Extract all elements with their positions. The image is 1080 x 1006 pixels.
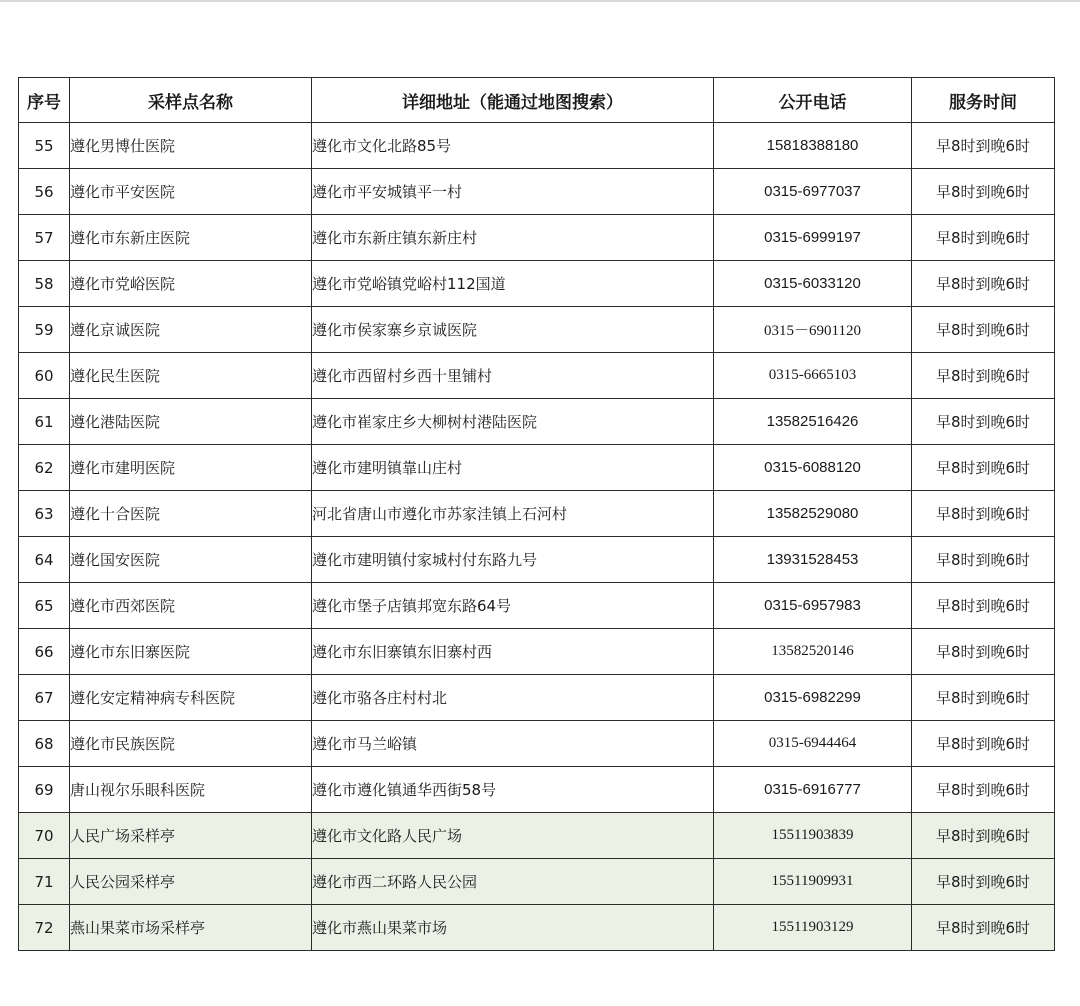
table-row <box>19 905 1055 951</box>
site-name: 遵化市民族医院 <box>70 721 312 767</box>
site-phone: 0315-6977037 <box>714 169 912 215</box>
site-phone: 13582529080 <box>714 491 912 537</box>
row-number: 66 <box>19 629 70 675</box>
site-name: 遵化市东旧寨医院 <box>70 629 312 675</box>
table-row <box>19 813 1055 859</box>
table-row <box>19 261 1055 307</box>
header-name: 采样点名称 <box>70 78 312 123</box>
row-number: 55 <box>19 123 70 169</box>
site-phone: 15511909931 <box>714 859 912 905</box>
site-address: 遵化市文化路人民广场 <box>312 813 714 859</box>
service-hours: 早8时到晚6时 <box>912 859 1055 905</box>
row-number: 62 <box>19 445 70 491</box>
site-name: 遵化市西郊医院 <box>70 583 312 629</box>
site-phone: 13931528453 <box>714 537 912 583</box>
site-address: 遵化市崔家庄乡大柳树村港陆医院 <box>312 399 714 445</box>
table-row <box>19 859 1055 905</box>
site-address: 遵化市文化北路85号 <box>312 123 714 169</box>
site-name: 遵化民生医院 <box>70 353 312 399</box>
row-number: 67 <box>19 675 70 721</box>
table-row <box>19 537 1055 583</box>
service-hours: 早8时到晚6时 <box>912 675 1055 721</box>
table-row <box>19 169 1055 215</box>
site-name: 遵化男博仕医院 <box>70 123 312 169</box>
table-row <box>19 767 1055 813</box>
site-address: 遵化市平安城镇平一村 <box>312 169 714 215</box>
service-hours: 早8时到晚6时 <box>912 491 1055 537</box>
service-hours: 早8时到晚6时 <box>912 307 1055 353</box>
row-number: 58 <box>19 261 70 307</box>
service-hours: 早8时到晚6时 <box>912 721 1055 767</box>
site-phone: 0315-6088120 <box>714 445 912 491</box>
site-address: 遵化市西二环路人民公园 <box>312 859 714 905</box>
site-phone: 0315-6033120 <box>714 261 912 307</box>
service-hours: 早8时到晚6时 <box>912 629 1055 675</box>
row-number: 70 <box>19 813 70 859</box>
header-no: 序号 <box>19 78 70 123</box>
site-phone: 15818388180 <box>714 123 912 169</box>
site-phone: 0315－6901120 <box>714 307 912 353</box>
row-number: 63 <box>19 491 70 537</box>
sampling-sites-table <box>18 77 1055 951</box>
site-phone: 0315-6957983 <box>714 583 912 629</box>
site-address: 河北省唐山市遵化市苏家洼镇上石河村 <box>312 491 714 537</box>
table-row <box>19 445 1055 491</box>
row-number: 60 <box>19 353 70 399</box>
service-hours: 早8时到晚6时 <box>912 169 1055 215</box>
site-phone: 0315-6944464 <box>714 721 912 767</box>
service-hours: 早8时到晚6时 <box>912 537 1055 583</box>
site-address: 遵化市燕山果菜市场 <box>312 905 714 951</box>
table-row <box>19 307 1055 353</box>
service-hours: 早8时到晚6时 <box>912 583 1055 629</box>
table-row <box>19 583 1055 629</box>
table-row <box>19 491 1055 537</box>
service-hours: 早8时到晚6时 <box>912 445 1055 491</box>
row-number: 61 <box>19 399 70 445</box>
site-address: 遵化市遵化镇通华西街58号 <box>312 767 714 813</box>
service-hours: 早8时到晚6时 <box>912 399 1055 445</box>
site-name: 遵化市平安医院 <box>70 169 312 215</box>
site-name: 遵化安定精神病专科医院 <box>70 675 312 721</box>
site-name: 人民广场采样亭 <box>70 813 312 859</box>
site-phone: 0315-6999197 <box>714 215 912 261</box>
site-address: 遵化市东旧寨镇东旧寨村西 <box>312 629 714 675</box>
site-address: 遵化市西留村乡西十里铺村 <box>312 353 714 399</box>
service-hours: 早8时到晚6时 <box>912 905 1055 951</box>
site-name: 燕山果菜市场采样亭 <box>70 905 312 951</box>
top-divider <box>0 0 1080 2</box>
table-row <box>19 215 1055 261</box>
site-name: 遵化港陆医院 <box>70 399 312 445</box>
site-phone: 13582516426 <box>714 399 912 445</box>
service-hours: 早8时到晚6时 <box>912 123 1055 169</box>
row-number: 71 <box>19 859 70 905</box>
table-body <box>19 123 1055 951</box>
table-row <box>19 629 1055 675</box>
header-address: 详细地址（能通过地图搜索） <box>312 78 714 123</box>
site-phone: 0315-6982299 <box>714 675 912 721</box>
site-name: 遵化市党峪医院 <box>70 261 312 307</box>
site-address: 遵化市党峪镇党峪村112国道 <box>312 261 714 307</box>
row-number: 68 <box>19 721 70 767</box>
site-name: 遵化国安医院 <box>70 537 312 583</box>
site-name: 遵化市东新庄医院 <box>70 215 312 261</box>
table-row <box>19 675 1055 721</box>
row-number: 72 <box>19 905 70 951</box>
site-name: 唐山视尔乐眼科医院 <box>70 767 312 813</box>
row-number: 56 <box>19 169 70 215</box>
site-phone: 15511903129 <box>714 905 912 951</box>
service-hours: 早8时到晚6时 <box>912 353 1055 399</box>
service-hours: 早8时到晚6时 <box>912 767 1055 813</box>
row-number: 57 <box>19 215 70 261</box>
table-row <box>19 721 1055 767</box>
table-row <box>19 399 1055 445</box>
site-name: 遵化京诚医院 <box>70 307 312 353</box>
site-phone: 0315-6665103 <box>714 353 912 399</box>
site-phone: 13582520146 <box>714 629 912 675</box>
site-name: 遵化十合医院 <box>70 491 312 537</box>
site-address: 遵化市马兰峪镇 <box>312 721 714 767</box>
header-row <box>19 78 1055 123</box>
site-phone: 0315-6916777 <box>714 767 912 813</box>
site-address: 遵化市建明镇靠山庄村 <box>312 445 714 491</box>
site-address: 遵化市建明镇付家城村付东路九号 <box>312 537 714 583</box>
row-number: 69 <box>19 767 70 813</box>
site-address: 遵化市东新庄镇东新庄村 <box>312 215 714 261</box>
site-address: 遵化市侯家寨乡京诚医院 <box>312 307 714 353</box>
table-row <box>19 353 1055 399</box>
service-hours: 早8时到晚6时 <box>912 813 1055 859</box>
site-name: 遵化市建明医院 <box>70 445 312 491</box>
service-hours: 早8时到晚6时 <box>912 261 1055 307</box>
row-number: 65 <box>19 583 70 629</box>
site-address: 遵化市骆各庄村村北 <box>312 675 714 721</box>
site-name: 人民公园采样亭 <box>70 859 312 905</box>
site-phone: 15511903839 <box>714 813 912 859</box>
row-number: 59 <box>19 307 70 353</box>
row-number: 64 <box>19 537 70 583</box>
service-hours: 早8时到晚6时 <box>912 215 1055 261</box>
header-hours: 服务时间 <box>912 78 1055 123</box>
site-address: 遵化市堡子店镇邦宽东路64号 <box>312 583 714 629</box>
header-phone: 公开电话 <box>714 78 912 123</box>
table-row <box>19 123 1055 169</box>
